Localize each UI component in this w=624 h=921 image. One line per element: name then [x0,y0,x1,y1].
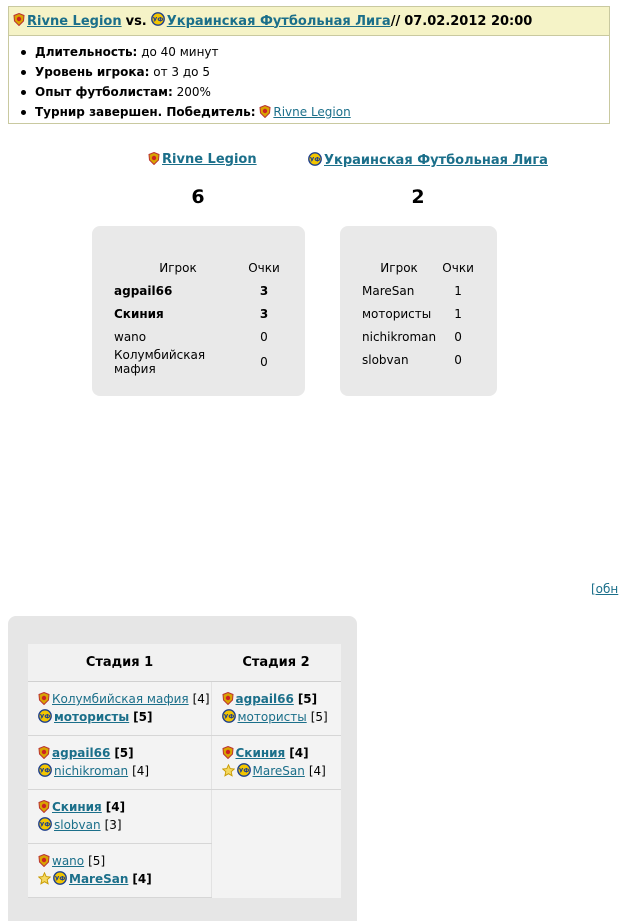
star-icon [38,872,51,889]
info-winner: Турнир завершен. Победитель: Rivne Legion [17,102,609,122]
bracket-match [211,736,341,790]
player-link[interactable]: nichikroman [54,764,129,778]
ufl-emblem-icon [53,871,67,889]
rivne-legion-emblem-icon [222,746,234,763]
col-points-header: Очки [442,260,474,275]
team2-score: 2 [411,186,425,208]
table-row: Скиния 3 [114,306,269,321]
match-title-bar [9,7,609,36]
info-experience: Опыт футболистам: 200% [17,82,609,102]
rivne-legion-emblem-icon [38,800,50,817]
bracket-entry: УФ мотористы [5] [222,709,342,727]
ufl-emblem-icon [237,763,251,781]
team2-players-box [340,226,497,396]
table-row: мотористы 1 [362,306,462,321]
rivne-legion-emblem-icon [38,854,50,871]
player-link[interactable]: wano [52,854,85,868]
refresh-link[interactable]: [обн [591,582,619,596]
col-player-header: Игрок [380,260,418,275]
table-row: Колумбийская мафия 0 [114,348,268,376]
match-header-panel [8,6,610,124]
date-separator: // [390,13,401,29]
bracket-match [28,844,211,898]
winner-link[interactable]: Rivne Legion [273,105,351,119]
col-player-header: Игрок [159,260,197,275]
bracket-entry: Скиния [4] [222,745,342,763]
bracket-entry: УФ nichikroman [4] [38,763,211,781]
player-link[interactable]: agpail66 [52,746,111,760]
bracket-empty-cell [211,790,341,844]
player-link[interactable]: мотористы [54,710,130,724]
match-datetime: 07.02.2012 20:00 [404,13,533,29]
svg-text:УФ: УФ [152,16,164,24]
tournament-info-list [9,36,609,122]
player-link[interactable]: MareSan [69,872,129,886]
scoreboard-team2 [308,152,548,170]
svg-text:УФ: УФ [39,821,51,829]
col-points-header: Очки [248,260,280,275]
team1-score: 6 [191,186,205,208]
stage1-header: Стадия 1 [28,644,211,682]
scoreboard-team2-link[interactable]: Украинская Футбольная Лига [324,153,548,168]
bracket-entry: Колумбийская мафия [4] [38,691,211,709]
vs-label: vs. [125,13,147,29]
rivne-legion-emblem-icon [38,746,50,763]
player-link[interactable]: agpail66 [235,692,294,706]
scoreboard-team1 [148,152,257,169]
bracket-entry: УФ MareSan [4] [222,763,342,781]
bracket-row [28,736,341,790]
info-level: Уровень игрока: от 3 до 5 [17,62,609,82]
bracket-match [28,790,211,844]
player-link[interactable]: Колумбийская мафия [52,692,189,706]
rivne-legion-emblem-icon [222,692,234,709]
ufl-emblem-icon [38,709,52,727]
bracket-entry: agpail66 [5] [38,745,211,763]
ufl-emblem-icon [38,763,52,781]
star-icon [222,764,235,781]
player-link[interactable]: мотористы [237,710,307,724]
bracket-entry: УФ мотористы [5] [38,709,211,727]
bracket-entry: agpail66 [5] [222,691,342,709]
table-row: MareSan 1 [362,283,462,298]
bracket-empty-cell [211,844,341,898]
bracket-match [28,736,211,790]
scoreboard-team1-link[interactable]: Rivne Legion [162,152,257,167]
team1-players-box [92,226,305,396]
ufl-emblem-icon [38,817,52,835]
svg-text:УФ: УФ [39,713,51,721]
svg-text:УФ: УФ [223,713,234,721]
bracket-entry: УФ MareSan [4] [38,871,211,889]
bracket-entry: УФ slobvan [3] [38,817,211,835]
player-link[interactable]: MareSan [252,764,305,778]
team2-link[interactable]: Украинская Футбольная Лига [166,13,391,29]
info-duration: Длительность: до 40 минут [17,42,609,62]
svg-text:УФ: УФ [309,156,321,164]
rivne-legion-emblem-icon [13,13,25,30]
tournament-bracket-box [8,616,357,921]
team1-link[interactable]: Rivne Legion [27,13,122,29]
svg-text:УФ: УФ [39,767,51,775]
bracket-match [28,682,211,736]
bracket-row [28,844,341,898]
rivne-legion-emblem-icon [259,104,271,124]
bracket-entry: wano [5] [38,853,211,871]
team2-players-table [362,256,480,371]
player-link[interactable]: Скиния [52,800,102,814]
stage2-header: Стадия 2 [211,644,341,682]
ufl-emblem-icon [308,152,322,170]
ufl-emblem-icon [151,12,165,30]
table-row: agpail66 3 [114,283,269,298]
team1-players-table [114,256,286,376]
rivne-legion-emblem-icon [38,692,50,709]
player-link[interactable]: Скиния [235,746,286,760]
bracket-row [28,682,341,736]
svg-text:УФ: УФ [238,767,249,775]
table-row: nichikroman 0 [362,329,462,344]
rivne-legion-emblem-icon [148,152,160,169]
tournament-bracket [28,644,341,898]
ufl-emblem-icon [222,709,236,727]
bracket-entry: Скиния [4] [38,799,211,817]
player-link[interactable]: slobvan [54,818,101,832]
bracket-match [211,682,341,736]
table-row: slobvan 0 [362,352,462,367]
bracket-row [28,790,341,844]
svg-text:УФ: УФ [54,875,66,883]
table-row: wano 0 [114,329,268,344]
